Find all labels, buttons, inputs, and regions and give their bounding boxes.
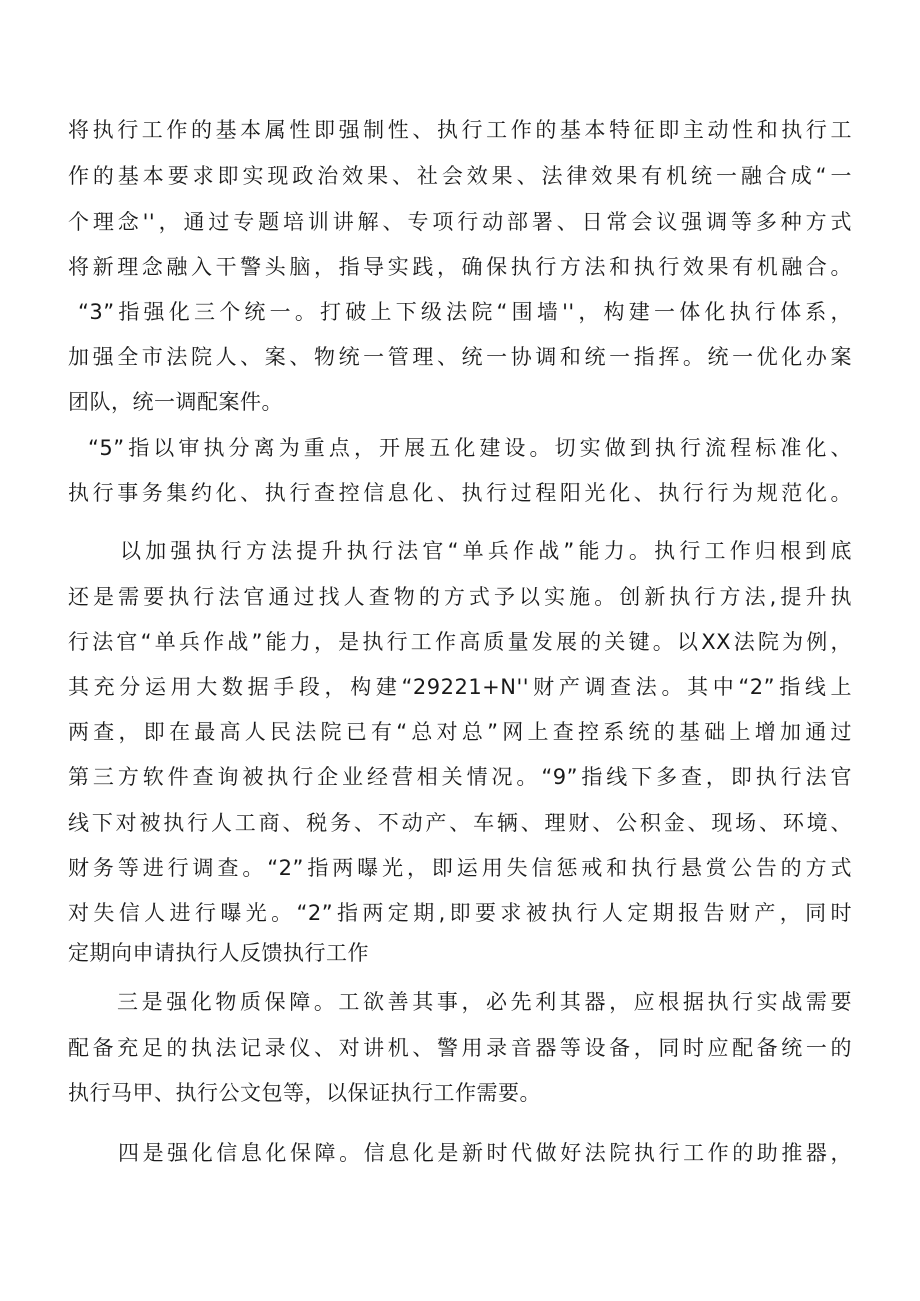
text-line: 定期向申请执行人反馈执行工作 [68,941,369,965]
text-line: 加强全市法院人、案、物统一管理、统一协调和统一指挥。统一优化办案 [68,345,852,369]
text-line: 执行马甲、执行公文包等，以保证执行工作需要。 [68,1081,541,1105]
text-line: 第三方软件查询被执行企业经营相关情况。“9”指线下多查，即执行法官 [68,765,852,789]
text-line: 财务等进行调查。“2”指两曝光，即运用失信惩戒和执行悬赏公告的方式 [68,856,852,880]
text-line: 还是需要执行法官通过找人查物的方式予以实施。创新执行方法,提升执 [68,585,852,609]
text-line: 团队，统一调配案件。 [68,390,283,414]
text-line: 个理念''，通过专题培训讲解、专项行动部署、日常会议强调等多种方式 [68,210,852,234]
text-line: 以加强执行方法提升执行法官“单兵作战”能力。执行工作归根到底 [120,539,852,563]
text-line: 配备充足的执法记录仪、对讲机、警用录音器等设备，同时应配备统一的 [68,1036,852,1060]
text-line: 三是强化物质保障。工欲善其事，必先利其器，应根据执行实战需要 [117,990,852,1014]
text-line: 行法官“单兵作战”能力，是执行工作高质量发展的关键。以XX法院为例， [68,630,852,654]
text-line: 将执行工作的基本属性即强制性、执行工作的基本特征即主动性和执行工 [68,118,852,142]
text-line: “3”指强化三个统一。打破上下级法院“围墙''，构建一体化执行体系， [78,300,852,324]
text-line: 对失信人进行曝光。“2”指两定期,即要求被执行人定期报告财产，同时 [68,901,852,925]
text-line: 其充分运用大数据手段，构建“29221+N''财产调查法。其中“2”指线上 [68,675,852,699]
text-line: 四是强化信息化保障。信息化是新时代做好法院执行工作的助推器， [118,1141,852,1165]
text-line: “5”指以审执分离为重点，开展五化建设。切实做到执行流程标准化、 [88,436,852,460]
text-line: 线下对被执行人工商、税务、不动产、车辆、理财、公积金、现场、环境、 [68,811,852,835]
text-line: 作的基本要求即实现政治效果、社会效果、法律效果有机统一融合成“一 [68,164,852,188]
text-line: 将新理念融入干警头脑，指导实践，确保执行方法和执行效果有机融合。 [68,255,852,279]
text-line: 执行事务集约化、执行查控信息化、执行过程阳光化、执行行为规范化。 [68,481,852,505]
text-line: 两查，即在最高人民法院已有“总对总”网上查控系统的基础上增加通过 [68,720,852,744]
